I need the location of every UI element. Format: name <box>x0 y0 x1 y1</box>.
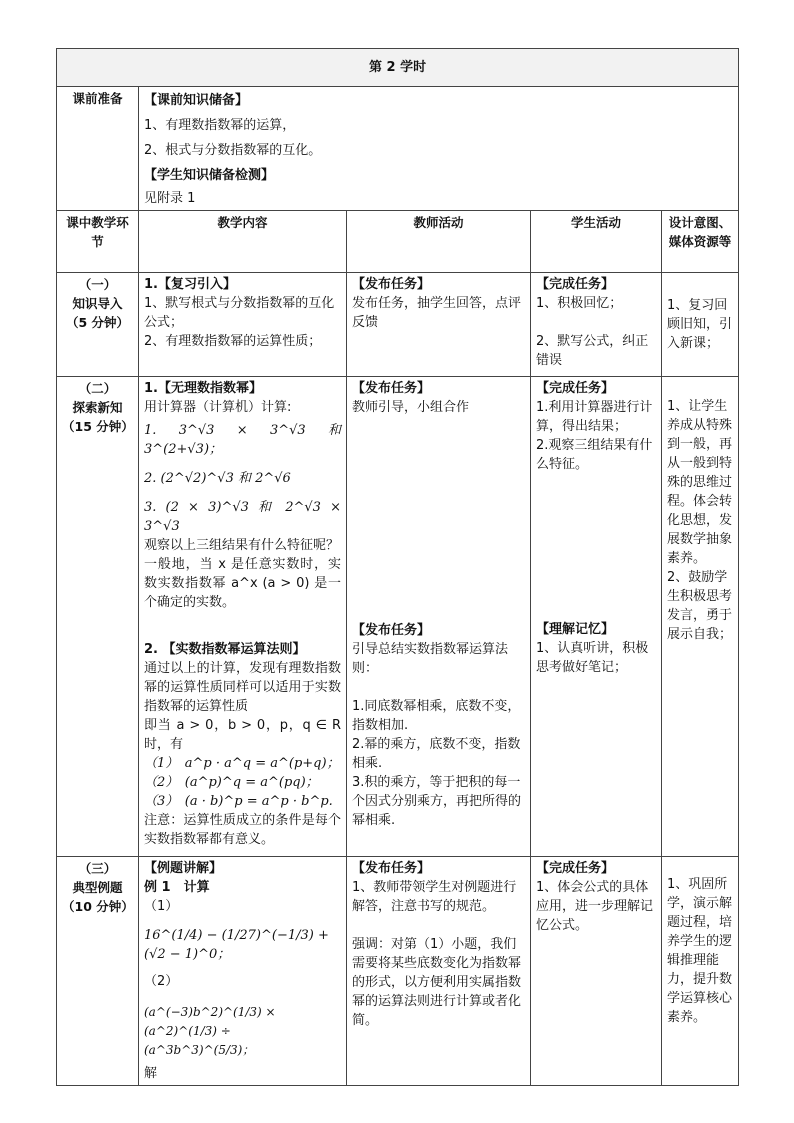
row1-content: 1.【复习引入】 1、默写根式与分数指数幂的互化公式； 2、有理数指数幂的运算性质； <box>139 273 347 377</box>
header-stage: 课中教学环节 <box>57 211 139 273</box>
header-design: 设计意图、媒体资源等 <box>662 211 739 273</box>
prep-content <box>139 87 739 211</box>
row1-student: 【完成任务】 1、积极回忆； 2、默写公式，纠正错误 <box>531 273 662 377</box>
prep-ref: 见附录 1 <box>144 191 196 206</box>
example-expression-2: (a^(−3)b^2)^(1/3) × (a^2)^(1/3) ÷ (a^3b^3)^(5/3)； <box>144 1005 276 1057</box>
formula-group-3: 3. (2 × 3)^√3 和 2^√3 × 3^√3 <box>144 500 341 534</box>
rule-formula-1: （1） a^p · a^q = a^(p+q)； <box>144 756 340 771</box>
row2-design: 1、让学生养成从特殊到一般，再从一般到特殊的思维过程。体会转化思想，发展数学抽象素养。 2、鼓励学生积极思考发言，勇于展示自我； <box>662 377 739 857</box>
header-content: 教学内容 <box>139 211 347 273</box>
row2-content: 1.【无理数指数幂】 用计算器（计算机）计算: 1. 3^√3 × 3^√3 和 3^(2+√3)； 2. (2^√2)^√3 和 2^√6 3. (2 × 3)^√3 和 2^√3 × 3^√3 观察以上三组结果有什么特征呢？ 一般地，当 x 是任意实数时，实数实数指数幂 a^x (a > 0) 是一个确定的实数。 2. 【实数指数幂运算法则】 通过以上的计算，发现有理数指数幂的运算性质同样可以适用于实数指数幂的运算性质 即当 a > 0，b > 0，p，q ∈ R时，有 （1） a^p · a^q = a^(p+q)； （2） (a^p)^q = a^(pq)； （3） (a · b)^p = a^p · b^p. 注意：运算性质成立的条件是每个实数指数幂都有意义。 <box>139 377 347 857</box>
prep-item-2: 2、根式与分数指数幂的互化。 <box>144 143 322 158</box>
formula-group-1: 1. 3^√3 × 3^√3 和 3^(2+√3)； <box>144 423 341 457</box>
header-teacher: 教师活动 <box>347 211 531 273</box>
prep-heading-1: 【课前知识储备】 <box>144 93 249 108</box>
header-student: 学生活动 <box>531 211 662 273</box>
page-title: 第 2 学时 <box>57 49 739 87</box>
rule-formula-3: （3） (a · b)^p = a^p · b^p. <box>144 794 333 809</box>
row2-teacher: 【发布任务】 教师引导，小组合作 【发布任务】 引导总结实数指数幂运算法则： 1.同底数幂相乘，底数不变，指数相加. 2.幂的乘方，底数不变，指数相乘. 3.积的乘方，等于把积的每一个因式分别乘方，再把所得的幂相乘. <box>347 377 531 857</box>
row1-stage: （一） 知识导入 （5 分钟） <box>57 273 139 377</box>
row1-design: 1、复习回顾旧知，引入新课； <box>662 273 739 377</box>
row3-design: 1、巩固所学，演示解题过程，培养学生的逻辑推理能力，提升数学运算核心素养。 <box>662 857 739 1086</box>
row2-student: 【完成任务】 1.利用计算器进行计算，得出结果； 2.观察三组结果有什么特征。 【理解记忆】 1、认真听讲，积极思考做好笔记； <box>531 377 662 857</box>
example-expression-1: 16^(1/4) − (1/27)^(−1/3) + (√2 − 1)^0； <box>144 928 329 962</box>
formula-group-2: 2. (2^√2)^√3 和 2^√6 <box>144 471 291 486</box>
prep-heading-2: 【学生知识储备检测】 <box>144 168 275 183</box>
row1-teacher: 【发布任务】 发布任务，抽学生回答，点评反馈 <box>347 273 531 377</box>
row3-stage: （三） 典型例题 （10 分钟） <box>57 857 139 1086</box>
row3-content: 【例题讲解】 例 1 计算 （1） 16^(1/4) − (1/27)^(−1/3) + (√2 − 1)^0； （2） (a^(−3)b^2)^(1/3) × (a^2)^(1/3) ÷ (a^3b^3)^(5/3)； 解 <box>139 857 347 1086</box>
row2-stage: （二） 探索新知 （15 分钟） <box>57 377 139 857</box>
rule-formula-2: （2） (a^p)^q = a^(pq)； <box>144 775 319 790</box>
lesson-plan-table <box>56 48 739 1086</box>
prep-item-1: 1、有理数指数幂的运算， <box>144 118 296 133</box>
prep-label: 课前准备 <box>57 87 139 211</box>
row3-teacher: 【发布任务】 1、教师带领学生对例题进行解答，注意书写的规范。 强调：对第（1）小题，我们需要将某些底数变化为指数幂的形式，以方便利用实属指数幂的运算法则进行计算或者化简。 <box>347 857 531 1086</box>
row3-student: 【完成任务】 1、体会公式的具体应用，进一步理解记忆公式。 <box>531 857 662 1086</box>
